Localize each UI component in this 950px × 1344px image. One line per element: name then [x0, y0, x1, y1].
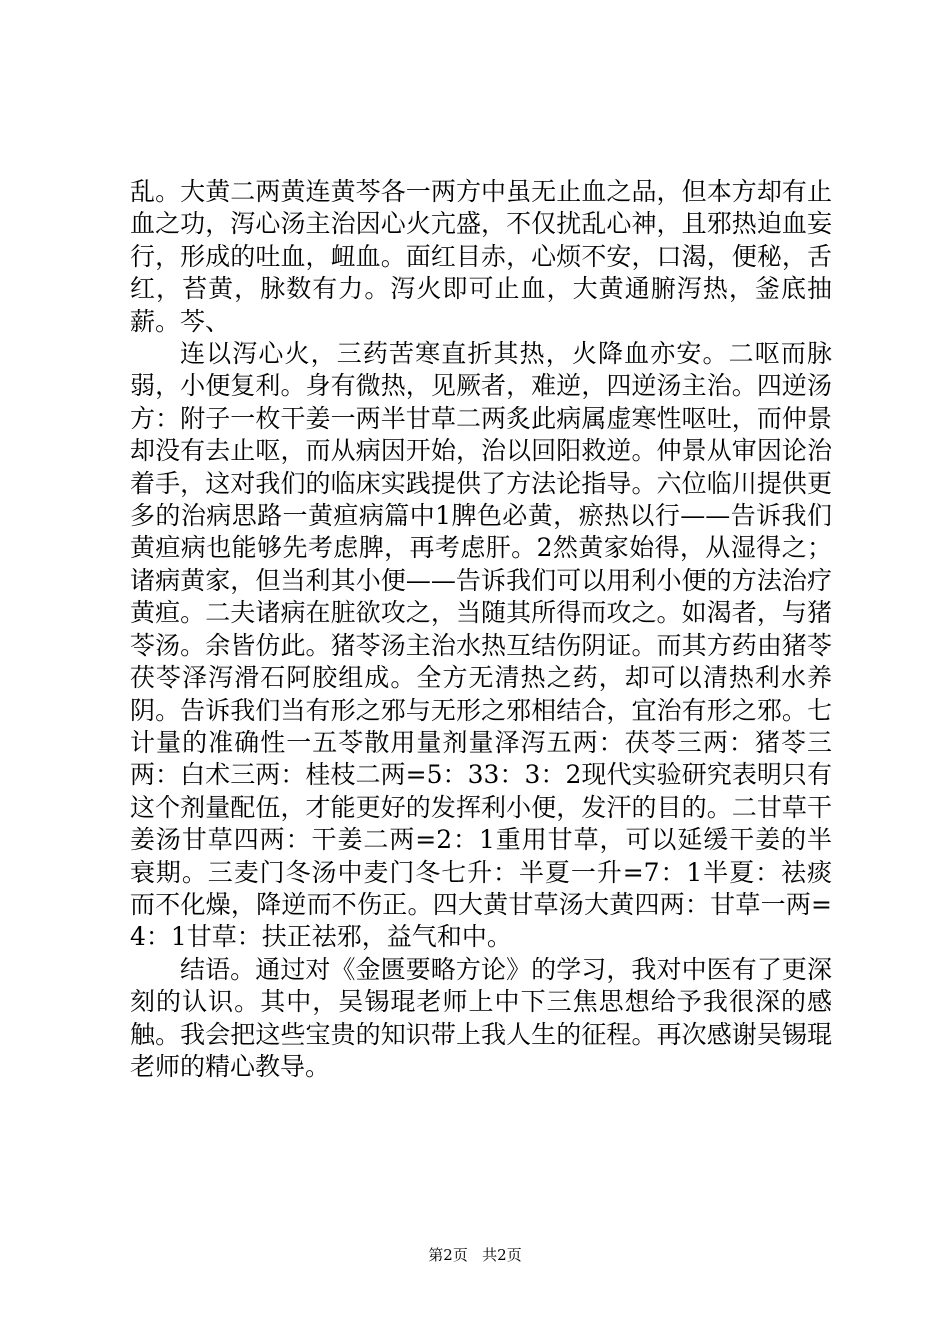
document-body	[130, 176, 832, 1083]
page-number: 第2页	[428, 1246, 468, 1264]
paragraph-main: 连以泻心火，三药苦寒直折其热，火降血亦安。二呕而脉弱，小便复利。身有微热，见厥者，难逆，四逆汤主治。四逆汤方：附子一枚干姜一两半甘草二两炙此病属虚寒性呕吐，而仲景却没有去止呕，而从病因开始，治以回阳救逆。仲景从审因论治着手，这对我们的临床实践提供了方法论指导。六位临川提供更多的治病思路一黄疸病篇中1脾色必黄，瘀热以行——告诉我们黄疸病也能够先考虑脾，再考虑肝。2然黄家始得，从湿得之；诸病黄家，但当利其小便——告诉我们可以用利小便的方法治疗黄疸。二夫诸病在脏欲攻之，当随其所得而攻之。如渴者，与猪苓汤。余皆仿此。猪苓汤主治水热互结伤阴证。而其方药由猪苓茯苓泽泻滑石阿胶组成。全方无清热之药，却可以清热利水养阴。告诉我们当有形之邪与无形之邪相结合，宜治有形之邪。七计量的准确性一五苓散用量剂量泽泻五两：茯苓三两：猪苓三两：白术三两：桂枝二两=5：33：3：2现代实验研究表明只有这个剂量配伍，才能更好的发挥利小便，发汗的目的。二甘草干姜汤甘草四两：干姜二两=2：1重用甘草，可以延缓干姜的半衰期。三麦门冬汤中麦门冬七升：半夏一升=7：1半夏：祛痰而不化燥，降逆而不伤正。四大黄甘草汤大黄四两：甘草一两=4：1甘草：扶正祛邪，益气和中。	[130, 339, 832, 952]
paragraph-conclusion: 结语。通过对《金匮要略方论》的学习，我对中医有了更深刻的认识。其中，吴锡琨老师上中下三焦思想给予我很深的感触。我会把这些宝贵的知识带上我人生的征程。再次感谢吴锡琨老师的精心教导。	[130, 954, 832, 1081]
paragraph-continuation: 乱。大黄二两黄连黄芩各一两方中虽无止血之品，但本方却有止血之功，泻心汤主治因心火亢盛，不仅扰乱心神，且邪热迫血妄行，形成的吐血，衄血。面红目赤，心烦不安，口渴，便秘，舌红，苔黄，脉数有力。泻火即可止血，大黄通腑泻热，釜底抽薪。芩、	[130, 177, 832, 336]
page-total: 共2页	[482, 1246, 522, 1264]
footer-separator	[473, 1246, 478, 1264]
page-footer	[0, 1245, 950, 1265]
